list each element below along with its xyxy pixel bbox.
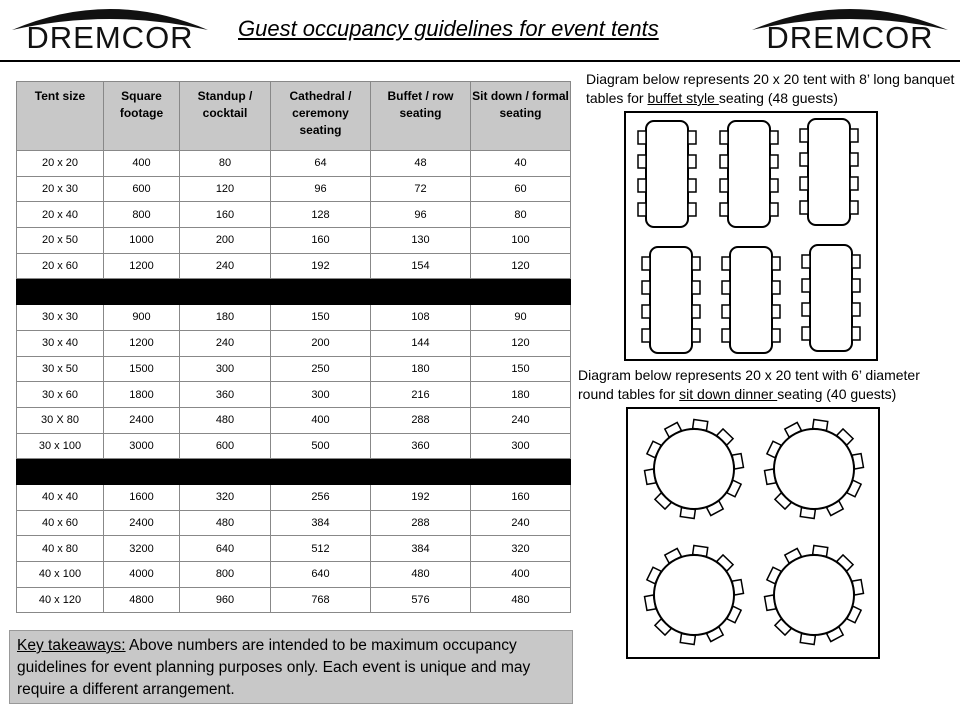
table-cell: 120: [180, 176, 271, 202]
table-shape: [650, 247, 692, 353]
table-cell: 400: [471, 562, 571, 588]
table-cell: 1500: [104, 356, 180, 382]
chair-icon: [850, 129, 858, 142]
chair-icon: [638, 203, 646, 216]
table-cell: 3000: [104, 433, 180, 459]
table-row: [17, 176, 571, 202]
round-tent-diagram: [626, 407, 880, 659]
table-cell: 130: [371, 228, 471, 254]
table-row: [17, 510, 571, 536]
table-cell: 1200: [104, 253, 180, 279]
table-cell: 216: [371, 382, 471, 408]
chair-icon: [802, 279, 810, 292]
takeaways-text: Above numbers are intended to be maximum occupancy guidelines for event planning purposes only. Each event is unique and may require a different arrangement.: [17, 637, 531, 698]
table-cell: 2400: [104, 510, 180, 536]
chair-icon: [800, 201, 808, 214]
table-cell: 400: [271, 407, 371, 433]
chair-icon: [642, 329, 650, 342]
chair-icon: [692, 257, 700, 270]
table-cell: 600: [180, 433, 271, 459]
table-cell: 108: [371, 305, 471, 331]
table-cell: 96: [371, 202, 471, 228]
table-cell: 20 x 40: [17, 202, 104, 228]
banquet-table: [800, 119, 858, 225]
banquet-table: [722, 247, 780, 353]
table-cell: 1000: [104, 228, 180, 254]
table-cell: 180: [180, 305, 271, 331]
column-header: Standup / cocktail: [180, 82, 271, 151]
group-separator: [17, 459, 571, 485]
chair-icon: [638, 131, 646, 144]
table-cell: 240: [180, 253, 271, 279]
chair-icon: [850, 201, 858, 214]
table-cell: 576: [371, 587, 471, 613]
table-cell: 512: [271, 536, 371, 562]
chair-icon: [720, 155, 728, 168]
chair-icon: [688, 131, 696, 144]
table-row: [17, 151, 571, 177]
banquet-table: [802, 245, 860, 351]
table-cell: 384: [271, 510, 371, 536]
table-row: [17, 562, 571, 588]
table-cell: 768: [271, 587, 371, 613]
table-shape: [810, 245, 852, 351]
table-row: [17, 356, 571, 382]
table-header-row: [17, 82, 571, 151]
table-cell: 288: [371, 407, 471, 433]
chair-icon: [722, 329, 730, 342]
table-cell: 4000: [104, 562, 180, 588]
table-cell: 1600: [104, 484, 180, 510]
table-cell: 480: [371, 562, 471, 588]
table-cell: 30 x 40: [17, 330, 104, 356]
table-cell: 3200: [104, 536, 180, 562]
table-cell: 200: [271, 330, 371, 356]
table-cell: 500: [271, 433, 371, 459]
column-header: Cathedral / ceremony seating: [271, 82, 371, 151]
chair-icon: [770, 131, 778, 144]
chair-icon: [692, 305, 700, 318]
table-cell: 30 x 60: [17, 382, 104, 408]
title-divider: [0, 60, 960, 62]
table-row: [17, 382, 571, 408]
table-cell: 640: [180, 536, 271, 562]
table-shape: [654, 429, 734, 509]
table-cell: 180: [471, 382, 571, 408]
table-cell: 128: [271, 202, 371, 228]
table-cell: 48: [371, 151, 471, 177]
table-cell: 240: [471, 407, 571, 433]
table-cell: 20 x 60: [17, 253, 104, 279]
caption-underlined: buffet style: [647, 90, 719, 106]
table-cell: 1800: [104, 382, 180, 408]
table-cell: 240: [180, 330, 271, 356]
table-cell: 288: [371, 510, 471, 536]
chair-icon: [800, 177, 808, 190]
table-shape: [654, 555, 734, 635]
table-cell: 600: [104, 176, 180, 202]
table-cell: 150: [471, 356, 571, 382]
table-row: [17, 484, 571, 510]
chair-icon: [772, 281, 780, 294]
banquet-table: [720, 121, 778, 227]
table-row: [17, 407, 571, 433]
table-cell: 360: [371, 433, 471, 459]
table-cell: 480: [471, 587, 571, 613]
chair-icon: [692, 281, 700, 294]
chair-icon: [722, 257, 730, 270]
caption-text: seating (40 guests): [777, 386, 897, 402]
table-shape: [730, 247, 772, 353]
buffet-tent-diagram: [624, 111, 878, 361]
chair-icon: [638, 179, 646, 192]
separator-bar: [17, 279, 571, 305]
table-cell: 800: [104, 202, 180, 228]
chair-icon: [852, 303, 860, 316]
separator-bar: [17, 459, 571, 485]
caption-text: Diagram below represents 20 x 20 tent with 8’ long banquet tables for: [586, 71, 955, 106]
table-cell: 20 x 20: [17, 151, 104, 177]
table-shape: [728, 121, 770, 227]
chair-icon: [688, 179, 696, 192]
table-cell: 64: [271, 151, 371, 177]
table-cell: 80: [471, 202, 571, 228]
chair-icon: [772, 257, 780, 270]
table-cell: 960: [180, 587, 271, 613]
table-cell: 192: [371, 484, 471, 510]
table-shape: [774, 429, 854, 509]
table-row: [17, 536, 571, 562]
table-row: [17, 228, 571, 254]
chair-icon: [720, 131, 728, 144]
table-cell: 96: [271, 176, 371, 202]
table-cell: 20 x 50: [17, 228, 104, 254]
table-cell: 40: [471, 151, 571, 177]
table-cell: 154: [371, 253, 471, 279]
chair-icon: [722, 281, 730, 294]
caption-text: Diagram below represents 20 x 20 tent with 6’ diameter round tables for: [578, 367, 920, 402]
table-cell: 320: [471, 536, 571, 562]
table-cell: 40 x 60: [17, 510, 104, 536]
chair-icon: [772, 305, 780, 318]
table-cell: 180: [371, 356, 471, 382]
table-cell: 90: [471, 305, 571, 331]
table-cell: 640: [271, 562, 371, 588]
table-cell: 4800: [104, 587, 180, 613]
table-cell: 300: [180, 356, 271, 382]
table-body: [17, 151, 571, 613]
table-cell: 72: [371, 176, 471, 202]
chair-icon: [850, 153, 858, 166]
table-cell: 1200: [104, 330, 180, 356]
chair-icon: [688, 203, 696, 216]
chair-icon: [850, 177, 858, 190]
chair-icon: [802, 327, 810, 340]
table-shape: [646, 121, 688, 227]
key-takeaways-box: [9, 630, 573, 704]
logo-text: DREMCOR: [26, 20, 194, 55]
chair-icon: [852, 255, 860, 268]
table-row: [17, 202, 571, 228]
chair-icon: [688, 155, 696, 168]
table-cell: 480: [180, 510, 271, 536]
chair-icon: [720, 203, 728, 216]
table-cell: 250: [271, 356, 371, 382]
column-header: Square footage: [104, 82, 180, 151]
table-row: [17, 305, 571, 331]
table-cell: 80: [180, 151, 271, 177]
table-cell: 40 x 120: [17, 587, 104, 613]
chair-icon: [770, 155, 778, 168]
table-cell: 192: [271, 253, 371, 279]
table-cell: 2400: [104, 407, 180, 433]
table-cell: 40 x 80: [17, 536, 104, 562]
chair-icon: [722, 305, 730, 318]
chair-icon: [800, 153, 808, 166]
chair-icon: [802, 255, 810, 268]
column-header: Sit down / formal seating: [471, 82, 571, 151]
table-shape: [808, 119, 850, 225]
table-cell: 320: [180, 484, 271, 510]
table-row: [17, 587, 571, 613]
table-cell: 30 X 80: [17, 407, 104, 433]
caption-text: seating (48 guests): [718, 90, 838, 106]
table-row: [17, 433, 571, 459]
table-cell: 900: [104, 305, 180, 331]
dremcor-logo-left: [10, 0, 210, 60]
table-cell: 240: [471, 510, 571, 536]
chair-icon: [720, 179, 728, 192]
chair-icon: [642, 305, 650, 318]
chair-icon: [642, 281, 650, 294]
buffet-diagram-caption: [586, 70, 956, 108]
table-cell: 160: [180, 202, 271, 228]
table-cell: 300: [271, 382, 371, 408]
table-cell: 120: [471, 253, 571, 279]
table-cell: 480: [180, 407, 271, 433]
table-cell: 30 x 30: [17, 305, 104, 331]
chair-icon: [852, 327, 860, 340]
banquet-table: [642, 247, 700, 353]
table-cell: 120: [471, 330, 571, 356]
table-cell: 150: [271, 305, 371, 331]
caption-underlined: sit down dinner: [679, 386, 778, 402]
chair-icon: [852, 279, 860, 292]
table-cell: 144: [371, 330, 471, 356]
logo-text: DREMCOR: [766, 20, 934, 55]
chair-icon: [770, 179, 778, 192]
table-cell: 20 x 30: [17, 176, 104, 202]
table-cell: 160: [271, 228, 371, 254]
table-cell: 384: [371, 536, 471, 562]
table-row: [17, 330, 571, 356]
table-cell: 60: [471, 176, 571, 202]
chair-icon: [770, 203, 778, 216]
chair-icon: [642, 257, 650, 270]
column-header: Tent size: [17, 82, 104, 151]
banquet-table: [638, 121, 696, 227]
table-cell: 40 x 40: [17, 484, 104, 510]
round-diagram-caption: [578, 366, 956, 404]
table-cell: 360: [180, 382, 271, 408]
chair-icon: [638, 155, 646, 168]
chair-icon: [800, 129, 808, 142]
table-cell: 30 x 50: [17, 356, 104, 382]
dremcor-logo-right: [750, 0, 950, 60]
group-separator: [17, 279, 571, 305]
table-cell: 800: [180, 562, 271, 588]
table-cell: 400: [104, 151, 180, 177]
table-cell: 30 x 100: [17, 433, 104, 459]
takeaways-label: Key takeaways:: [17, 637, 126, 654]
table-row: [17, 253, 571, 279]
column-header: Buffet / row seating: [371, 82, 471, 151]
table-cell: 200: [180, 228, 271, 254]
chair-icon: [802, 303, 810, 316]
occupancy-table: [16, 81, 571, 613]
table-cell: 256: [271, 484, 371, 510]
table-cell: 160: [471, 484, 571, 510]
chair-icon: [772, 329, 780, 342]
chair-icon: [692, 329, 700, 342]
table-cell: 100: [471, 228, 571, 254]
page-title: Guest occupancy guidelines for event tents: [238, 16, 659, 41]
table-cell: 300: [471, 433, 571, 459]
table-shape: [774, 555, 854, 635]
table-cell: 40 x 100: [17, 562, 104, 588]
